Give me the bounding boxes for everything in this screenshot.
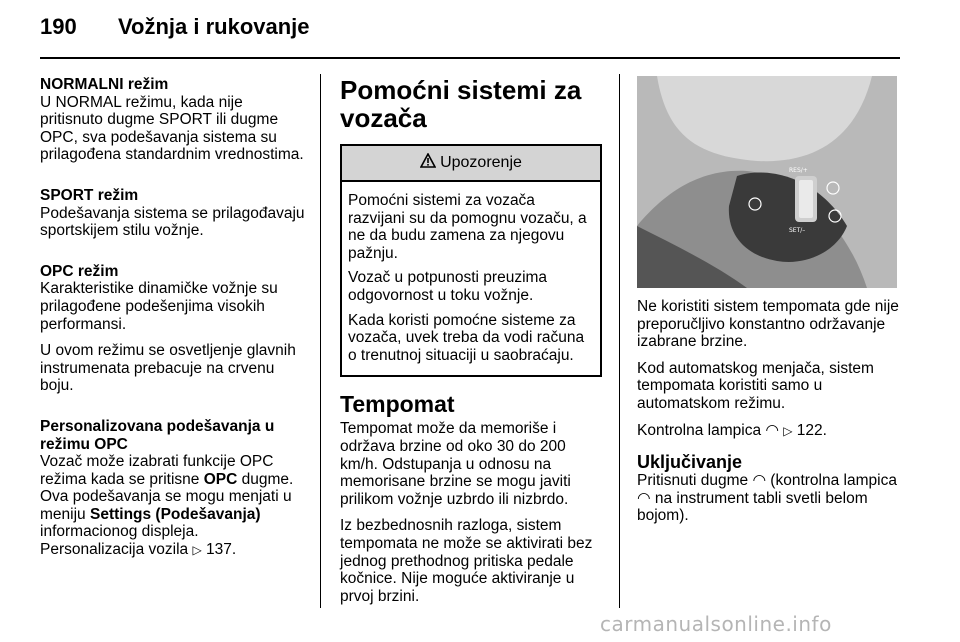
normal-mode-text: U NORMAL režimu, kada nije pritisnuto dugme SPORT ili dugme OPC, sva podešavanja sistema su prilagođena standardnim vrednostima.	[40, 93, 304, 164]
warning-header	[342, 146, 600, 182]
cruise-control-icon: ◠	[765, 421, 779, 439]
page-header	[40, 14, 900, 54]
cruise-note-2: Kod automatskog menjača, sistem tempomata koristiti samo u automatskom režimu.	[637, 359, 874, 412]
page-ref-arrow-icon: ▷	[192, 543, 202, 558]
column-right	[637, 76, 900, 534]
header-divider	[40, 57, 900, 59]
activation-text: Pritisnuti dugme ◠ (kontrolna lampica ◠ na instrument tabli svetli belom bojom).	[637, 472, 897, 525]
normal-mode-title: NORMALNI režim	[40, 76, 169, 93]
opc-mode-title: OPC režim	[40, 262, 119, 280]
watermark: carmanualsonline.info	[600, 612, 832, 636]
set-label: SET/–	[789, 227, 806, 234]
steering-wheel-photo	[637, 76, 897, 288]
control-lamp-ref: Kontrolna lampica ◠ ▷ 122.	[637, 421, 827, 439]
column-divider-1	[320, 74, 321, 608]
personal-settings-text: Vozač može izabrati funkcije OPC režima kada se pritisne OPC dugme. Ova podešavanja se mogu menjati u meniju Settings (Podešavanja) informacionog displeja. Personalizacija vozila ▷ 137.	[40, 453, 294, 559]
res-label: RES/+	[789, 167, 808, 174]
sport-mode-text: Podešavanja sistema se prilagođavaju sportskijem stilu vožnje.	[40, 204, 305, 240]
opc-mode-lighting-text: U ovom režimu se osvetljenje glavnih instrumenata prebacuje na crvenu boju.	[40, 342, 296, 395]
column-left	[40, 76, 308, 569]
warning-label: Upozorenje	[440, 154, 522, 172]
chapter-title: Vožnja i rukovanje	[118, 14, 310, 39]
control-lamp-page[interactable]: 122.	[796, 421, 827, 439]
cruise-control-icon: ◠	[752, 472, 766, 490]
page-ref-arrow-icon: ▷	[783, 423, 793, 438]
sport-mode-title: SPORT režim	[40, 186, 139, 204]
warning-text-2: Vozač u potpunosti preuzima odgovornost u toku vožnje.	[348, 269, 548, 304]
column-divider-2	[619, 74, 620, 608]
warning-body	[342, 182, 600, 375]
warning-text-1: Pomoćni sistemi za vozača razvijani su da pomognu vozaču, a ne da budu zamena za njegovu pažnju.	[348, 192, 587, 262]
tempomat-text-2: Iz bezbednosnih razloga, sistem tempomata ne može se aktivirati bez jednog prethodnog pritiska pedale kočnice. Nije moguće aktiviranje u prvoj brzini.	[340, 517, 593, 605]
vehicle-personalization-ref[interactable]: Personalizacija vozila	[40, 541, 189, 559]
settings-menu-ref: Settings (Podešavanja)	[89, 505, 261, 523]
warning-triangle-icon	[420, 153, 436, 173]
driver-assistance-heading: Pomoćni sistemi za vozača	[340, 75, 582, 133]
page-number: 190	[40, 14, 77, 39]
personal-settings-title: Personalizovana podešavanja u režimu OPC	[40, 417, 275, 453]
warning-text-3: Kada koristi pomoćne sisteme za vozača, uvek treba da vodi računa o trenutnoj situaciji u saobraćaju.	[348, 311, 585, 364]
opc-mode-text: Karakteristike dinamičke vožnje su prilagođene podešenjima visokih performansi.	[40, 280, 278, 333]
tempomat-heading: Tempomat	[340, 391, 455, 418]
opc-button-ref: OPC	[203, 470, 238, 488]
vehicle-personalization-page[interactable]: 137.	[206, 541, 237, 559]
cruise-note-1: Ne koristiti sistem tempomata gde nije preporučljivo konstantno održavanje izabrane brzine.	[637, 298, 899, 351]
activation-heading: Uključivanje	[637, 452, 743, 473]
warning-box	[340, 144, 602, 377]
column-middle	[340, 76, 602, 614]
tempomat-text-1: Tempomat može da memoriše i održava brzine od oko 30 do 200 km/h. Odstupanja u odnosu na memorisane brzine se mogu javiti prilikom vožnje uzbrdo ili nizbrdo.	[340, 420, 571, 508]
cruise-control-icon: ◠	[637, 489, 651, 507]
